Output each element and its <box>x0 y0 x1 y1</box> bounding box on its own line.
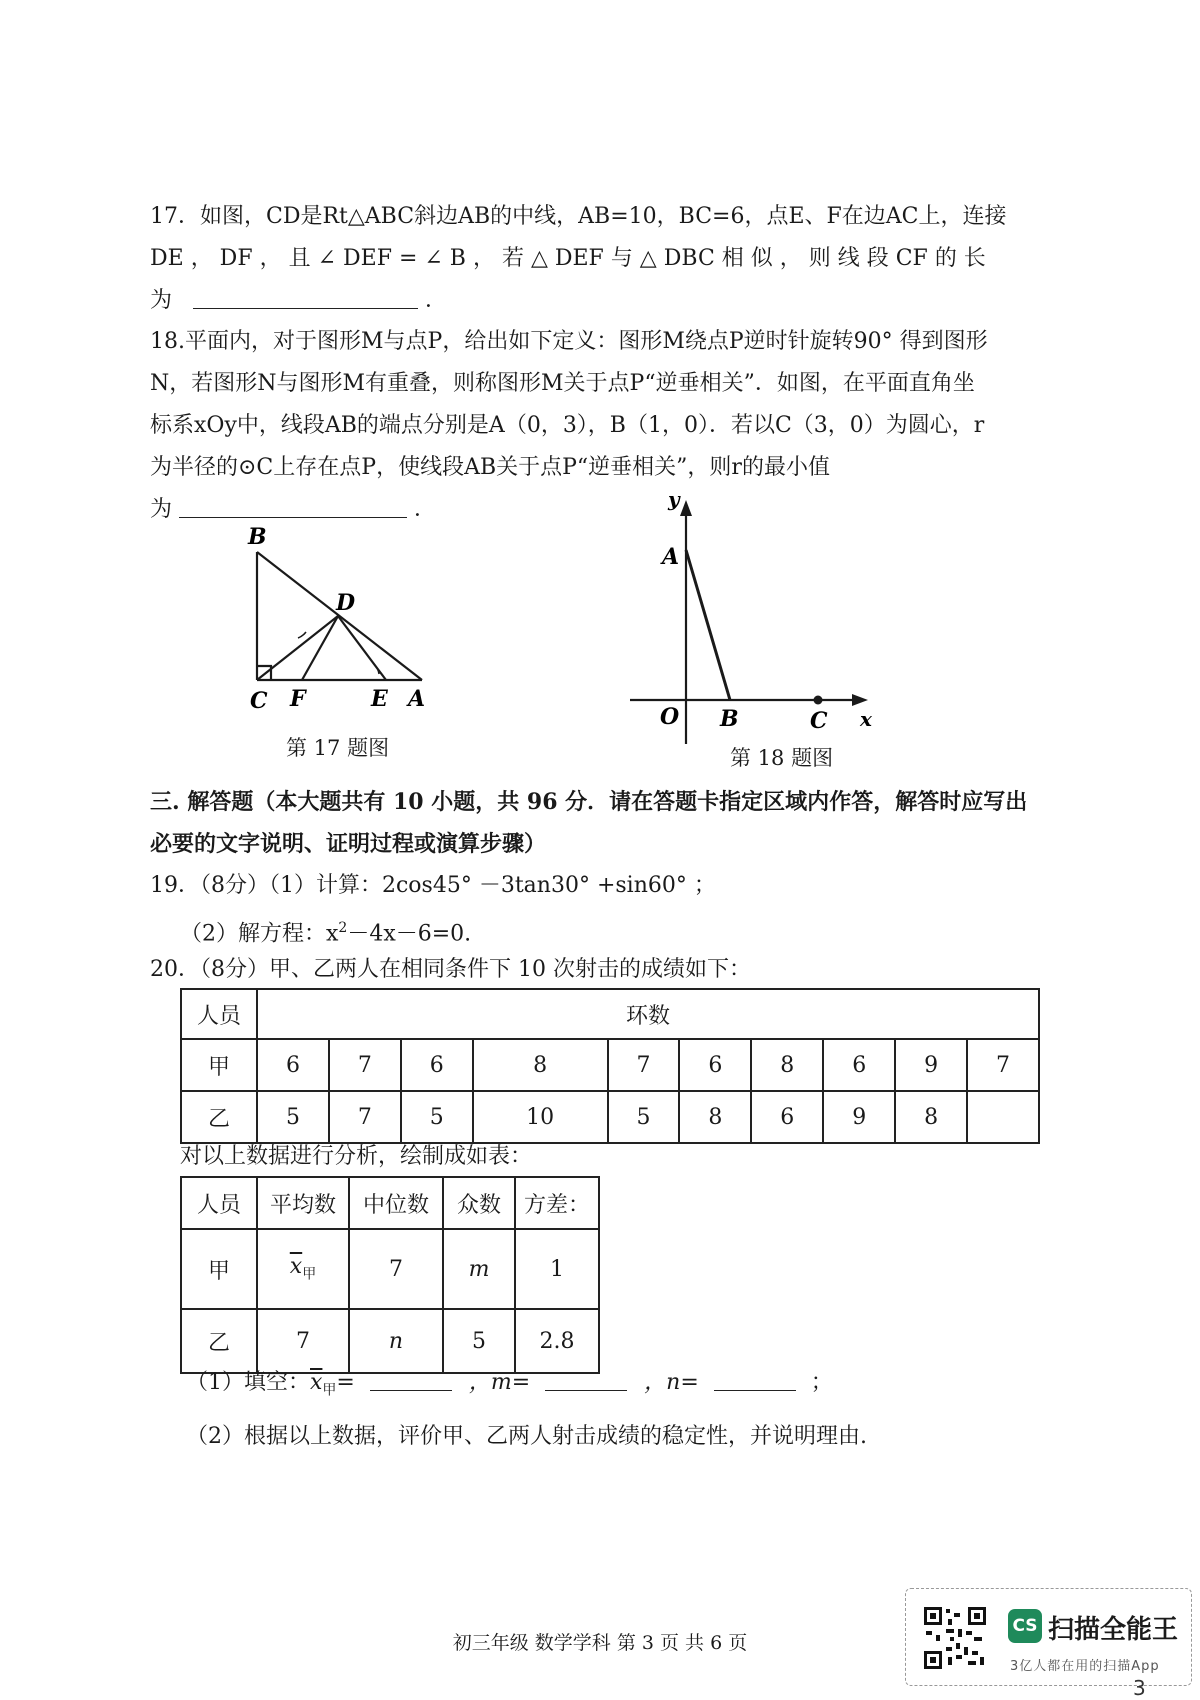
q20-fill-eq: = <box>336 1370 355 1395</box>
q18-line-5-end: ． <box>414 497 437 522</box>
scanner-watermark <box>905 1588 1192 1686</box>
table2-header-mode: 众数 <box>443 1177 515 1229</box>
fig18-label-x: x <box>860 707 872 731</box>
table2-row-jia-name: 甲 <box>181 1229 257 1309</box>
fig17-label-A: A <box>408 686 426 712</box>
section3-heading-line-2: 必要的文字说明、证明过程或演算步骤） <box>150 831 547 857</box>
fig18-caption: 第 18 题图 <box>730 746 834 770</box>
table-cell: 8 <box>751 1039 823 1091</box>
fig18-label-C: C <box>810 708 828 734</box>
table-cell: 1 <box>515 1229 599 1309</box>
section3-heading-line-1: 三. 解答题（本大题共有 10 小题，共 96 分．请在答题卡指定区域内作答，解答时应写出 <box>150 789 1028 815</box>
table-cell: 6 <box>257 1039 329 1091</box>
table-cell: 7 <box>329 1091 401 1143</box>
table-cell: 6 <box>401 1039 473 1091</box>
scan-page-mark: 3 <box>1133 1676 1146 1700</box>
table2-jia-mean <box>257 1229 349 1309</box>
table-cell: 5 <box>443 1309 515 1373</box>
fig17-label-C: C <box>250 688 268 714</box>
q17-line-3-end: ． <box>425 288 448 313</box>
table-cell: 7 <box>257 1309 349 1373</box>
table-row <box>181 1091 1039 1143</box>
q19-exponent: 2 <box>338 920 348 936</box>
table2-row-yi-name: 乙 <box>181 1309 257 1373</box>
watermark-slogan: 3亿人都在用的扫描App <box>1010 1659 1160 1674</box>
q18-line-1: 18.平面内，对于图形M与点P，给出如下定义：图形M绕点P逆时针旋转90° 得到图形 <box>150 329 988 354</box>
fig17-caption: 第 17 题图 <box>286 736 390 760</box>
table1-row-yi-name: 乙 <box>181 1091 257 1143</box>
page-footer: 初三年级 数学学科 第 3 页 共 6 页 <box>452 1632 748 1654</box>
q18-line-5-prefix: 为 <box>150 497 173 522</box>
table-row <box>181 1229 599 1309</box>
table-row <box>181 1039 1039 1091</box>
table-cell: 6 <box>823 1039 895 1091</box>
table-cell: 7 <box>608 1039 680 1091</box>
q20-n-answer-blank[interactable] <box>714 1368 796 1391</box>
figure-17 <box>240 520 470 720</box>
shooting-scores-table <box>180 988 1040 1144</box>
table-cell: 8 <box>473 1039 608 1091</box>
table-cell: 7 <box>329 1039 401 1091</box>
q20-fill-xbar-sub: 甲 <box>322 1382 337 1399</box>
table-cell: 7 <box>967 1039 1039 1091</box>
table-cell: 5 <box>401 1091 473 1143</box>
q17-answer-blank[interactable] <box>193 286 418 309</box>
figure-18 <box>620 488 950 748</box>
table-cell: m <box>443 1229 515 1309</box>
table2-jia-mean-sub: 甲 <box>302 1266 317 1283</box>
q20-fill-end: ； <box>810 1370 833 1395</box>
table-cell: 9 <box>823 1091 895 1143</box>
table-cell: 6 <box>751 1091 823 1143</box>
table-cell <box>967 1091 1039 1143</box>
q17-line-3 <box>150 286 1040 316</box>
table2-header-person: 人员 <box>181 1177 257 1229</box>
q18-line-3: 标系xOy中，线段AB的端点分别是A（0，3），B（1，0）．若以C（3，0）为圆心，r <box>150 413 985 438</box>
table-cell: 9 <box>895 1039 967 1091</box>
table-cell: 5 <box>257 1091 329 1143</box>
q20-fill-xbar: $\overline{x}$ <box>310 1370 323 1395</box>
q18-answer-blank[interactable] <box>179 495 407 518</box>
watermark-brand: 扫描全能王 <box>1048 1615 1179 1645</box>
q19-part-1: 19．（8分）（1）计算：2cos45° －3tan30° +sin60° ； <box>150 873 716 898</box>
table-cell: 6 <box>679 1039 751 1091</box>
fig18-label-A: A <box>662 544 680 570</box>
camscanner-logo-icon: CS <box>1008 1609 1042 1643</box>
qr-code-icon <box>924 1607 986 1669</box>
table-cell: 5 <box>608 1091 680 1143</box>
q20-n-label: ，n= <box>644 1370 699 1395</box>
q20-part-2: （2）根据以上数据，评价甲、乙两人射击成绩的稳定性，并说明理由. <box>186 1424 867 1449</box>
table-cell: 8 <box>895 1091 967 1143</box>
table-cell: 8 <box>679 1091 751 1143</box>
q19-part-2-prefix: （2）解方程：x <box>180 921 339 947</box>
q20-fill-prefix: （1）填空： <box>186 1370 310 1395</box>
table-cell: 7 <box>349 1229 443 1309</box>
fig18-label-y: y <box>668 488 680 511</box>
table2-header-median: 中位数 <box>349 1177 443 1229</box>
q20-analysis-intro: 对以上数据进行分析，绘制成如表： <box>180 1144 533 1169</box>
table1-header-rings: 环数 <box>257 989 1039 1039</box>
table-cell: 10 <box>473 1091 608 1143</box>
q19-part-2-suffix: －4x－6=0. <box>347 921 472 947</box>
q17-line-3-prefix: 为 <box>150 288 173 313</box>
q18-line-2: N，若图形N与图形M有重叠，则称图形M关于点P“逆垂相关”．如图，在平面直角坐 <box>150 371 975 396</box>
table-cell: n <box>349 1309 443 1373</box>
fig17-label-D: D <box>336 590 356 616</box>
fig17-label-B: B <box>248 524 267 550</box>
table2-header-variance: 方差： <box>515 1177 599 1229</box>
q20-fill-line <box>186 1368 1076 1405</box>
q20-intro: 20．（8分）甲、乙两人在相同条件下 10 次射击的成绩如下： <box>150 957 751 982</box>
q20-m-label: ，m= <box>468 1370 531 1395</box>
fig18-label-B: B <box>720 706 739 732</box>
analysis-table <box>180 1176 600 1374</box>
q20-xbar-answer-blank[interactable] <box>370 1368 452 1391</box>
table2-jia-mean-symbol: $\overline{x}$ <box>289 1254 303 1280</box>
q18-line-4: 为半径的⊙C上存在点P，使线段AB关于点P“逆垂相关”，则r的最小值 <box>150 455 830 480</box>
fig17-label-E: E <box>371 686 388 712</box>
table1-row-jia-name: 甲 <box>181 1039 257 1091</box>
table-cell: 2.8 <box>515 1309 599 1373</box>
table-row <box>181 1309 599 1373</box>
q17-line-2: DE ， DF ， 且 ∠ DEF = ∠ B ， 若 △ DEF 与 △ DBC 相 似 ， 则 线 段 CF 的 长 <box>150 246 986 271</box>
fig17-label-F: F <box>290 686 306 712</box>
q17-line-1: 17．如图，CD是Rt△ABC斜边AB的中线，AB=10，BC=6，点E、F在边AC上，连接 <box>150 204 1007 229</box>
q19-part-2 <box>180 913 1070 949</box>
table2-header-mean: 平均数 <box>257 1177 349 1229</box>
q20-m-answer-blank[interactable] <box>545 1368 627 1391</box>
fig18-label-O: O <box>660 704 680 730</box>
table1-header-person: 人员 <box>181 989 257 1039</box>
